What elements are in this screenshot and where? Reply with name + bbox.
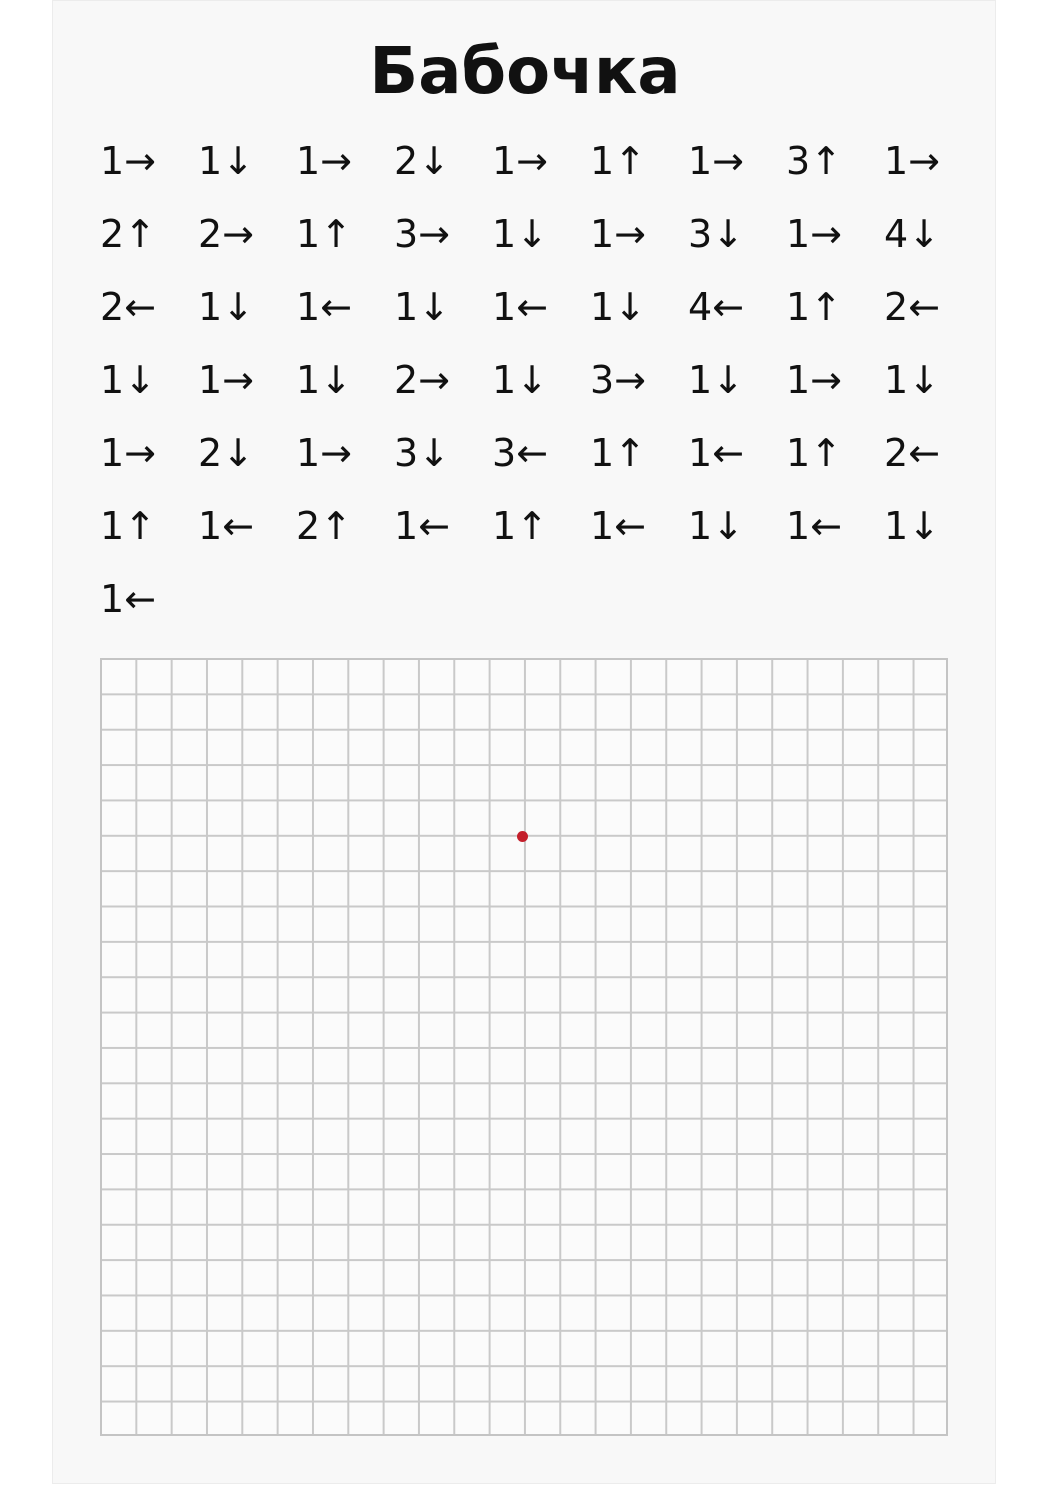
dictation-step: 1↓	[492, 212, 549, 256]
dictation-step: 1←	[198, 504, 255, 548]
dictation-step: 1→	[786, 358, 843, 402]
page-title: Бабочка	[369, 35, 681, 109]
dictation-step: 2←	[884, 285, 941, 329]
dictation-step: 1←	[492, 285, 549, 329]
dictation-step: 1→	[100, 139, 157, 183]
dictation-step: 4↓	[884, 212, 941, 256]
dictation-step: 1↑	[786, 431, 843, 475]
dictation-step: 1↓	[394, 285, 451, 329]
dictation-step: 3→	[394, 212, 451, 256]
dictation-step: 1→	[590, 212, 647, 256]
dictation-step: 3↓	[688, 212, 745, 256]
dictation-step: 1→	[688, 139, 745, 183]
dictation-step: 2→	[198, 212, 255, 256]
dictation-step: 1↑	[786, 285, 843, 329]
dictation-step: 1↓	[884, 504, 941, 548]
dictation-step: 1→	[492, 139, 549, 183]
dictation-step: 1↑	[100, 504, 157, 548]
dictation-step: 1→	[296, 431, 353, 475]
dictation-step: 3↑	[786, 139, 843, 183]
dictation-step: 2←	[884, 431, 941, 475]
dictation-step: 1↓	[492, 358, 549, 402]
dictation-step: 1↓	[198, 285, 255, 329]
drawing-grid[interactable]	[100, 658, 948, 1436]
dictation-step: 1←	[786, 504, 843, 548]
dictation-step: 3↓	[394, 431, 451, 475]
dictation-step: 2↓	[394, 139, 451, 183]
dictation-step: 1↓	[100, 358, 157, 402]
dictation-step: 4←	[688, 285, 745, 329]
dictation-step: 1←	[296, 285, 353, 329]
dictation-step: 1→	[884, 139, 941, 183]
dictation-step: 1→	[198, 358, 255, 402]
dictation-step: 1←	[394, 504, 451, 548]
dictation-step: 2↑	[100, 212, 157, 256]
dictation-step: 1↑	[590, 139, 647, 183]
dictation-step: 2←	[100, 285, 157, 329]
dictation-step: 1↓	[296, 358, 353, 402]
dictation-step: 1↑	[492, 504, 549, 548]
dictation-step: 1↓	[590, 285, 647, 329]
dictation-step: 2→	[394, 358, 451, 402]
dictation-steps	[100, 134, 980, 645]
dictation-step: 1↓	[198, 139, 255, 183]
dictation-step: 1↑	[590, 431, 647, 475]
dictation-step: 1↓	[884, 358, 941, 402]
dictation-step: 1→	[786, 212, 843, 256]
dictation-step: 1↓	[688, 504, 745, 548]
dictation-step: 1↑	[296, 212, 353, 256]
dictation-step: 1←	[688, 431, 745, 475]
dictation-step: 1↓	[688, 358, 745, 402]
dictation-step: 1←	[590, 504, 647, 548]
dictation-step: 1→	[296, 139, 353, 183]
dictation-step: 2↑	[296, 504, 353, 548]
start-point-dot	[517, 831, 528, 842]
dictation-step: 1→	[100, 431, 157, 475]
dictation-step: 3←	[492, 431, 549, 475]
dictation-step: 1←	[100, 577, 157, 621]
dictation-step: 2↓	[198, 431, 255, 475]
dictation-step: 3→	[590, 358, 647, 402]
